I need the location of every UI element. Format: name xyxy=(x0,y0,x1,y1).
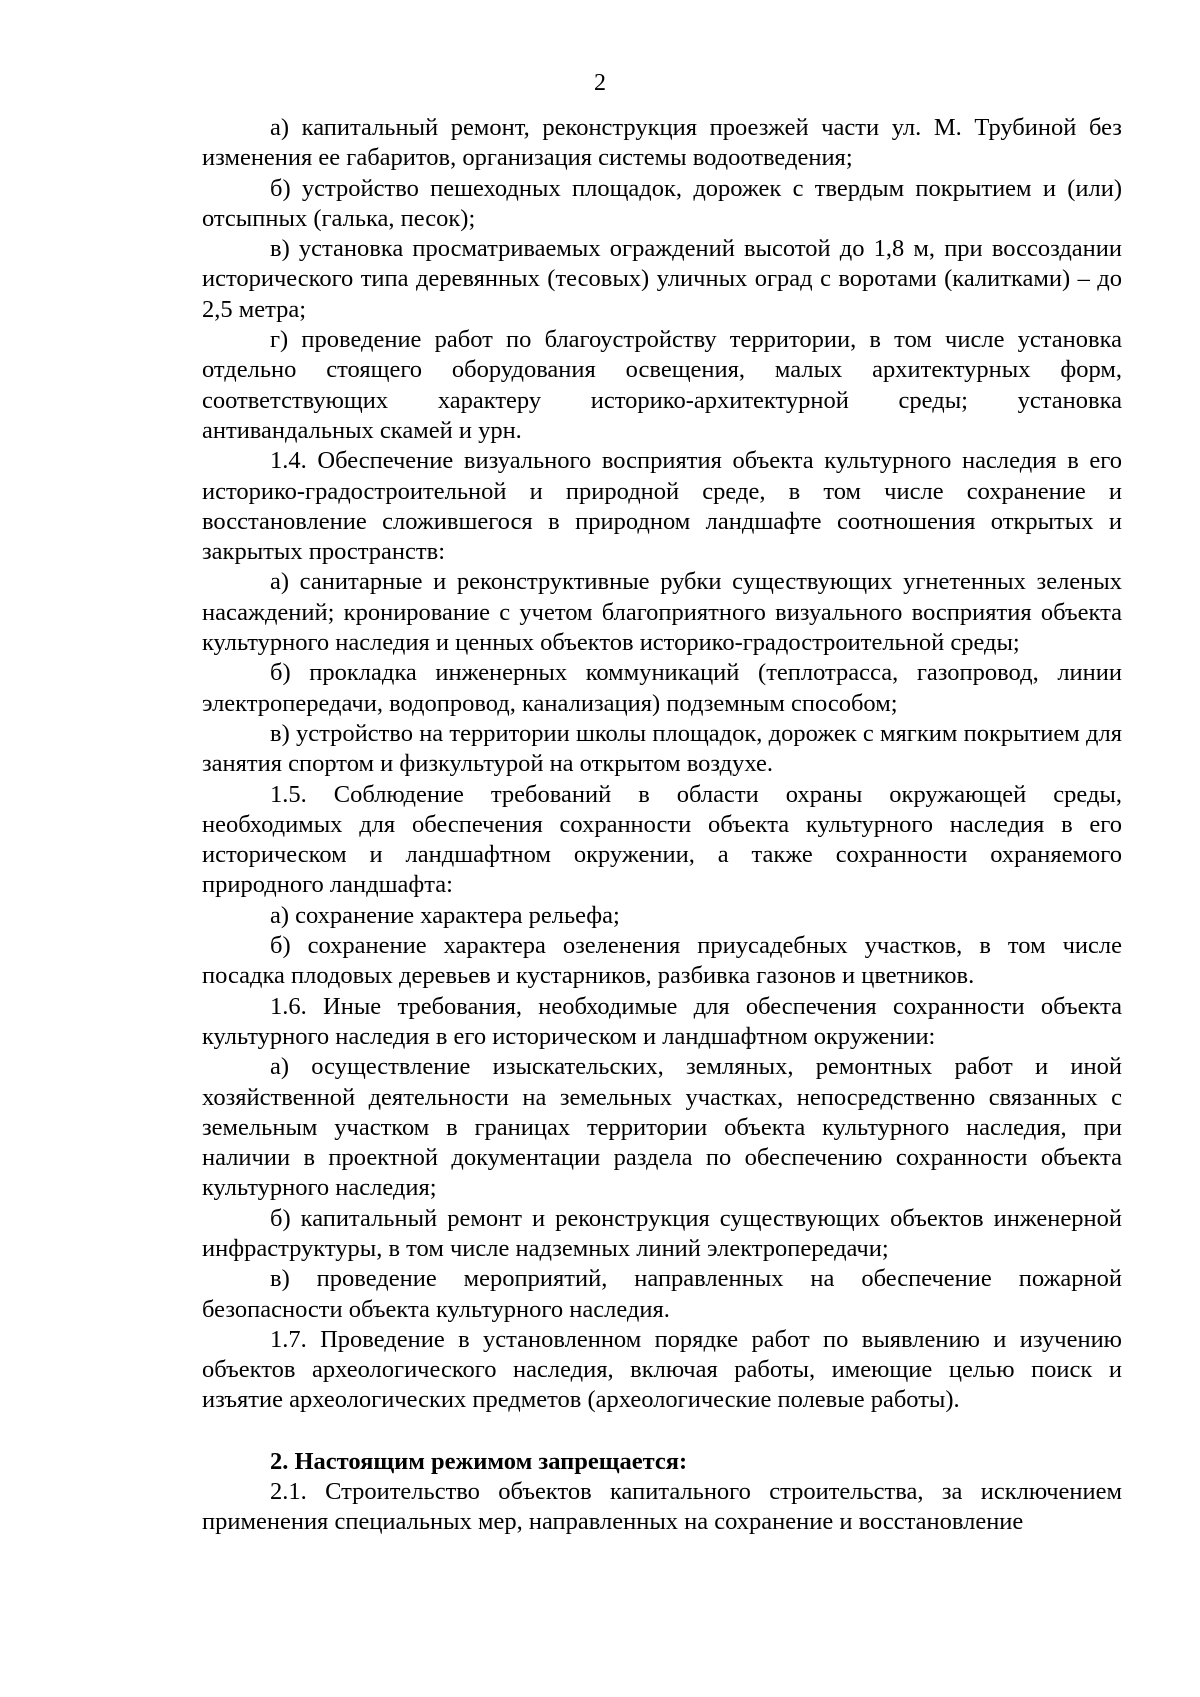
paragraph-1-3-a: а) капитальный ремонт, реконструкция проезжей части ул. М. Трубиной без изменения ее габаритов, организация системы водоотведения; xyxy=(202,114,1122,172)
paragraph-2-1: 2.1. Строительство объектов капитального строительства, за исключением применения специальных мер, направленных на сохранение и восстановление xyxy=(202,1478,1122,1536)
paragraph-1-3-v: в) установка просматриваемых ограждений высотой до 1,8 м, при воссоздании исторического типа деревянных (тесовых) уличных оград с воротами (калитками) – до 2,5 метра; xyxy=(202,235,1122,323)
paragraph-1-6-v: в) проведение мероприятий, направленных на обеспечение пожарной безопасности объекта культурного наследия. xyxy=(202,1265,1122,1323)
paragraph-1-5-b: б) сохранение характера озеленения приусадебных участков, в том числе посадка плодовых деревьев и кустарников, разбивка газонов и цветников. xyxy=(202,932,1122,990)
paragraph-1-3-g: г) проведение работ по благоустройству территории, в том числе установка отдельно стоящего оборудования освещения, малых архитектурных форм, соответствующих характеру историко-архитектурной среды; установка антивандальных скамей и урн. xyxy=(202,326,1122,444)
paragraph-1-5: 1.5. Соблюдение требований в области охраны окружающей среды, необходимых для обеспечения сохранности объекта культурного наследия в его историческом и ландшафтном окружении, а также сохранности охраняемого природного ландшафта: xyxy=(202,780,1122,899)
paragraph-1-6: 1.6. Иные требования, необходимые для обеспечения сохранности объекта культурного наследия в его историческом и ландшафтном окружении: xyxy=(202,992,1122,1050)
paragraph-1-4: 1.4. Обеспечение визуального восприятия объекта культурного наследия в его историко-градостроительной и природной среде, в том числе сохранение и восстановление сложившегося в природном ландшафте соотношения открытых и закрытых пространств: xyxy=(202,447,1122,566)
paragraph-1-4-v: в) устройство на территории школы площадок, дорожек с мягким покрытием для занятия спортом и физкультурой на открытом воздухе. xyxy=(202,719,1122,778)
paragraph-1-6-a: а) осуществление изыскательских, земляных, ремонтных работ и иной хозяйственной деятельности на земельных участках, непосредственно связанных с земельным участком в границах территории объекта культурного наследия, при наличии в проектной документации раздела по обеспечению сохранности объекта культурного наследия; xyxy=(202,1053,1122,1202)
paragraph-1-5-a: а) сохранение характера рельефа; xyxy=(270,901,620,929)
page-number: 2 xyxy=(594,70,606,96)
section-heading: 2. Настоящим режимом запрещается: xyxy=(270,1447,688,1475)
document-body xyxy=(202,113,1122,1538)
paragraph-1-6-b: б) капитальный ремонт и реконструкция существующих объектов инженерной инфраструктуры, в том числе надземных линий электропередачи; xyxy=(202,1204,1122,1262)
paragraph-1-4-b: б) прокладка инженерных коммуникаций (теплотрасса, газопровод, линии электропередачи, водопровод, канализация) подземным способом; xyxy=(202,659,1122,717)
paragraph-1-3-b: б) устройство пешеходных площадок, дорожек с твердым покрытием и (или) отсыпных (галька, песок); xyxy=(202,174,1122,232)
paragraph-1-7: 1.7. Проведение в установленном порядке работ по выявлению и изучению объектов археологического наследия, включая работы, имеющие целью поиск и изъятие археологических предметов (археологические полевые работы). xyxy=(202,1325,1122,1414)
paragraph-1-4-a: а) санитарные и реконструктивные рубки существующих угнетенных зеленых насаждений; кронирование с учетом благоприятного визуального восприятия объекта культурного наследия и ценных объектов историко-градостроительной среды; xyxy=(202,568,1122,657)
